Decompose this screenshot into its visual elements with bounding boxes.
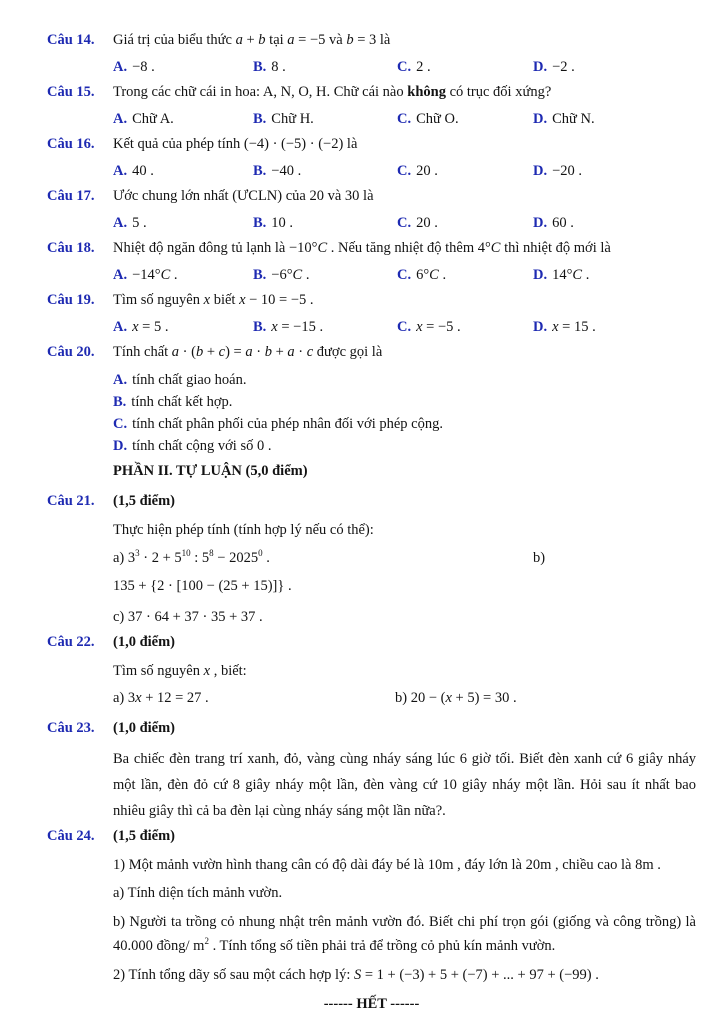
option-b [253, 265, 397, 286]
option-text: x = −15 . [271, 319, 324, 335]
option-letter: B. [253, 319, 267, 335]
parts-row [113, 546, 696, 570]
question-row [47, 186, 696, 207]
option-d [533, 213, 696, 234]
option-text: −6°C . [271, 267, 310, 283]
option-text: −14°C . [132, 267, 178, 283]
question-intro: Thực hiện phép tính (tính hợp lý nếu có thể): [113, 522, 374, 538]
sub-part-2: 2) Tính tổng dãy số sau một cách hợp lý: S = 1 + (−3) + 5 + (−7) + ... + 97 + (−99) . [113, 967, 599, 983]
option-letter: B. [253, 215, 267, 231]
option-letter: A. [113, 267, 128, 283]
question-text: Tính chất a · (b + c) = a · b + a · c được gọi là [113, 344, 383, 360]
option-letter: D. [533, 111, 548, 127]
options-row [113, 109, 696, 130]
section-heading: PHẦN II. TỰ LUẬN (5,0 điểm) [113, 463, 308, 479]
question-15 [47, 82, 696, 130]
options-row [113, 265, 696, 286]
option-text: 14°C . [552, 267, 590, 283]
question-number: Câu 20. [47, 344, 95, 360]
question-row [47, 632, 696, 653]
option-text: 8 . [271, 59, 286, 75]
option-a [113, 109, 253, 130]
option-b [113, 391, 696, 413]
question-24 [47, 826, 696, 986]
option-d [533, 265, 696, 286]
option-letter: D. [533, 267, 548, 283]
option-letter: C. [397, 163, 412, 179]
option-a [113, 213, 253, 234]
option-letter: A. [113, 59, 128, 75]
option-text: −2 . [552, 59, 575, 75]
option-letter: D. [533, 215, 548, 231]
question-20 [47, 342, 696, 457]
question-row [47, 30, 696, 51]
options-row [113, 317, 696, 338]
question-text: Trong các chữ cái in hoa: A, N, O, H. Chữ cái nào không có trục đối xứng? [113, 84, 552, 100]
option-text: Chữ H. [271, 111, 314, 127]
option-text: 40 . [132, 163, 154, 179]
question-text: Ước chung lớn nhất (ƯCLN) của 20 và 30 là [113, 188, 374, 204]
question-row [47, 82, 696, 103]
question-number: Câu 22. [47, 634, 95, 650]
question-number: Câu 23. [47, 720, 95, 736]
question-number: Câu 19. [47, 292, 95, 308]
option-letter: C. [397, 267, 412, 283]
question-row [47, 491, 696, 512]
option-letter: B. [113, 394, 127, 410]
question-number: Câu 14. [47, 32, 95, 48]
sub-part-b: b) Người ta trồng cỏ nhung nhật trên mảnh vườn đó. Biết chi phí trọn gói (giống và công trồng) là 40.000 đồng/ $m^2$ . Tính tổng số tiền phải trả để trồng cỏ phủ kín mảnh vườn. [113, 914, 696, 954]
option-text: 5 . [132, 215, 147, 231]
question-text: Kết quả của phép tính (−4) · (−5) · (−2) là [113, 136, 358, 152]
question-22 [47, 632, 696, 709]
part-b-label: b) [533, 550, 546, 566]
option-letter: A. [113, 215, 128, 231]
option-letter: B. [253, 111, 267, 127]
option-letter: B. [253, 267, 267, 283]
question-number: Câu 15. [47, 84, 95, 100]
option-text: −40 . [271, 163, 302, 179]
question-text: Tìm số nguyên x biết x − 10 = −5 . [113, 292, 314, 308]
options-row [113, 213, 696, 234]
question-text: Giá trị của biểu thức a + b tại a = −5 và b = 3 là [113, 32, 391, 48]
question-number: Câu 17. [47, 188, 95, 204]
option-c [397, 317, 533, 338]
option-c [397, 109, 533, 130]
option-text: −20 . [552, 163, 583, 179]
option-d [113, 435, 696, 457]
option-a [113, 265, 253, 286]
sub-part-a: a) Tính diện tích mảnh vườn. [113, 885, 283, 901]
options-row [113, 161, 696, 182]
option-d [533, 109, 696, 130]
sub-part-1: 1) Một mảnh vườn hình thang cân có độ dài đáy bé là 10m , đáy lớn là 20m , chiều cao là 8m . [113, 857, 661, 873]
option-a [113, 57, 253, 78]
option-c [397, 161, 533, 182]
option-d [533, 161, 696, 182]
question-row [47, 718, 696, 739]
options-row [113, 57, 696, 78]
option-text: x = 15 . [552, 319, 596, 335]
option-c [113, 413, 696, 435]
question-number: Câu 16. [47, 136, 95, 152]
option-c [397, 213, 533, 234]
option-b [253, 161, 397, 182]
end-marker: ------ HẾT ------ [323, 996, 420, 1012]
options-stack [113, 369, 696, 457]
option-letter: C. [113, 416, 128, 432]
option-text: 20 . [416, 215, 438, 231]
part-a: a) 3x + 12 = 27 . [113, 690, 209, 706]
option-text: Chữ O. [416, 111, 459, 127]
part-a: a) $3^3 \cdot 2 + 5^{10}$ : $5^8 - 2025^0$ . [113, 548, 270, 566]
option-letter: D. [533, 319, 548, 335]
option-letter: C. [397, 59, 412, 75]
option-letter: A. [113, 372, 128, 388]
question-number: Câu 24. [47, 828, 95, 844]
question-14 [47, 30, 696, 78]
option-c [397, 265, 533, 286]
option-text: 6°C . [416, 267, 447, 283]
option-letter: A. [113, 111, 128, 127]
option-letter: C. [397, 111, 412, 127]
option-letter: C. [397, 319, 412, 335]
option-b [253, 213, 397, 234]
question-text: Nhiệt độ ngăn đông tủ lạnh là −10°C . Nếu tăng nhiệt độ thêm 4°C thì nhiệt độ mới là [113, 240, 611, 256]
option-letter: D. [533, 163, 548, 179]
points-label: (1,0 điểm) [113, 634, 176, 650]
option-a [113, 369, 696, 391]
question-number: Câu 21. [47, 493, 95, 509]
part-b-expression: 135 + {2 · [100 − (25 + 15)]} . [113, 578, 292, 594]
option-text: tính chất phân phối của phép nhân đối với phép cộng. [132, 416, 443, 432]
option-text: tính chất kết hợp. [131, 394, 233, 410]
question-17 [47, 186, 696, 234]
option-d [533, 317, 696, 338]
option-text: tính chất giao hoán. [132, 372, 247, 388]
question-19 [47, 290, 696, 338]
option-text: 60 . [552, 215, 574, 231]
question-row [47, 826, 696, 847]
points-label: (1,5 điểm) [113, 493, 176, 509]
question-21 [47, 491, 696, 628]
option-letter: A. [113, 319, 128, 335]
option-text: Chữ A. [132, 111, 174, 127]
option-text: −8 . [132, 59, 155, 75]
question-16 [47, 134, 696, 182]
option-text: Chữ N. [552, 111, 595, 127]
question-intro: Tìm số nguyên x , biết: [113, 663, 247, 679]
question-23 [47, 718, 696, 824]
option-letter: A. [113, 163, 128, 179]
option-letter: D. [533, 59, 548, 75]
question-row [47, 342, 696, 363]
part-c: c) 37 · 64 + 37 · 35 + 37 . [113, 609, 263, 625]
option-text: tính chất cộng với số 0 . [132, 438, 272, 454]
question-number: Câu 18. [47, 240, 95, 256]
option-letter: B. [253, 163, 267, 179]
option-b [253, 109, 397, 130]
option-a [113, 161, 253, 182]
question-row [47, 290, 696, 311]
option-letter: B. [253, 59, 267, 75]
option-text: 10 . [271, 215, 294, 231]
part-b: b) 20 − (x + 5) = 30 . [395, 690, 517, 706]
question-body: Ba chiếc đèn trang trí xanh, đỏ, vàng cùng nháy sáng lúc 6 giờ tối. Biết đèn xanh cứ 6 giây nháy một lần, đèn đỏ cứ 8 giây nháy một lần, đèn vàng cứ 10 giây nháy một lần. Hỏi sau ít nhất bao nhiêu giây thì cả ba đèn lại cùng nháy sáng một lần nữa?. [113, 751, 696, 819]
option-a [113, 317, 253, 338]
option-c [397, 57, 533, 78]
question-18 [47, 238, 696, 286]
option-text: 20 . [416, 163, 438, 179]
option-letter: C. [397, 215, 412, 231]
option-text: x = 5 . [132, 319, 169, 335]
parts-row [113, 687, 696, 709]
option-letter: D. [113, 438, 128, 454]
points-label: (1,0 điểm) [113, 720, 176, 736]
option-text: 2 . [416, 59, 431, 75]
question-row [47, 238, 696, 259]
option-text: x = −5 . [416, 319, 461, 335]
question-row [47, 134, 696, 155]
option-b [253, 317, 397, 338]
option-d [533, 57, 696, 78]
option-b [253, 57, 397, 78]
points-label: (1,5 điểm) [113, 828, 176, 844]
